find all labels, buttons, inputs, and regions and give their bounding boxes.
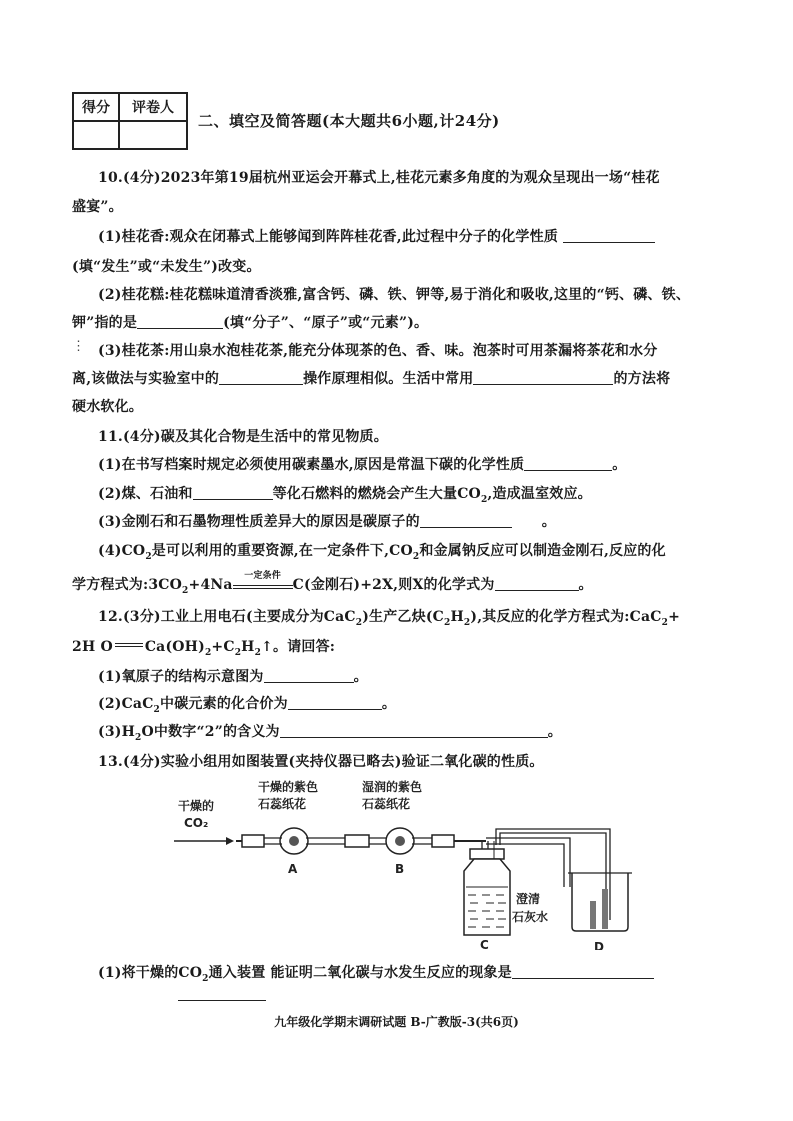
q11-part3-text: (3)金刚石和石墨物理性质差异大的原因是碳原子的 — [98, 514, 420, 530]
q10-part2b — [72, 312, 428, 332]
q11-part4b: 学方程式为$:3CO_2+4Na$ 一定条件 C(金刚石)+2X,则X的化学式为 。 — [72, 574, 593, 596]
q11-part4: $(4)CO_2$是可以利用的重要资源,在一定条件下$,CO_2$和金属钠反应可以制造金刚石,反应的化 — [98, 543, 666, 562]
q10-part3b — [72, 368, 670, 388]
q11-answer1-blank[interactable] — [524, 456, 612, 471]
q11-part2-tail: ,造成温室效应。 — [487, 486, 592, 502]
q11-answer2-blank[interactable] — [193, 485, 273, 500]
q13-intro: 13.(4分)实验小组用如图装置(夹持仪器已略去)验证二氧化碳的性质。 — [98, 754, 544, 770]
q10-part2b-pre: 钾”指的是 — [72, 315, 138, 331]
q12-line2-mid2: +C — [211, 639, 235, 655]
grader-header: 评卷人 — [119, 93, 187, 121]
q13-answer1-blank-cont[interactable] — [178, 986, 266, 1001]
q11-intro: 11.(4分)碳及其化合物是生活中的常见物质。 — [98, 429, 388, 445]
q11-part2-pre: (2)煤、石油和 — [98, 486, 193, 502]
apparatus-diagram — [170, 775, 640, 950]
q10-part3b-pre: 离,该做法与实验室中的 — [72, 371, 220, 387]
q10-part3c: 硬水软化。 — [72, 399, 143, 415]
q12-part3: $(3)H_2O$中数字“2”的含义为 。 — [98, 724, 562, 743]
q11-answer3-blank[interactable] — [420, 513, 512, 528]
q11-part4-post: 是可以利用的重要资源,在一定条件下,CO — [151, 543, 413, 559]
score-cell[interactable] — [73, 121, 119, 149]
q12-answer2-blank[interactable] — [288, 695, 382, 710]
q10-part1 — [98, 226, 655, 246]
q11-part4-pre: (4)CO — [98, 543, 146, 559]
q10-part3b-post: 的方法将 — [613, 371, 671, 387]
label-c: C — [480, 938, 489, 950]
q11-part2-post: 等化石燃料的燃烧会产生大量CO — [272, 486, 481, 502]
q12-line1: 12.(3分)工业上用电石(主要成分为CaC$_2$)生产乙炔$(C_2H_2)$,其反应的化学方程式为:CaC$_2$+ — [98, 609, 681, 628]
q12-part1 — [98, 666, 368, 686]
bottle-c — [464, 859, 510, 935]
bulb-a-label-2: 石蕊纸花 — [258, 797, 307, 811]
candle-low — [590, 901, 596, 929]
dry-litmus-flower — [289, 836, 299, 846]
q11-part4-tail: 和金属钠反应可以制造金刚石,反应的化 — [419, 543, 666, 559]
margin-mark: ⋮ — [72, 339, 85, 354]
limewater-label-2: 石灰水 — [512, 910, 549, 924]
q12-line1-pre: 12.(3分)工业上用电石(主要成分为CaC — [98, 609, 356, 625]
q10-answer1-blank[interactable] — [563, 228, 655, 243]
q11-part1-text: (1)在书写档案时规定必须使用碳素墨水,原因是常温下碳的化学性质 — [98, 457, 525, 473]
q12-line2: 2H O $Ca(OH)_2+C_2H_2↑$。请回答: — [72, 639, 336, 658]
q12-line2-mid3: H — [241, 639, 255, 655]
q11-part4b-post: C(金刚石)+2X,则X的化学式为 — [292, 577, 495, 593]
q13-part1-pre: (1)将干燥的CO — [98, 965, 203, 981]
bulb-b-label-1: 湿润的紫色 — [362, 780, 423, 794]
q10-answer2-blank[interactable] — [137, 314, 223, 329]
grader-cell[interactable] — [119, 121, 187, 149]
q10-part3b-mid: 操作原理相似。生活中常用 — [303, 371, 474, 387]
connector-b-right — [432, 835, 454, 847]
q11-part4b-pre: 学方程式为:3CO — [72, 577, 183, 593]
q12-line1-tail: + — [668, 609, 681, 625]
q12-line1-post: ),其反应的化学方程式为:CaC — [470, 609, 662, 625]
score-table — [72, 92, 188, 150]
q13-part1-post: 通入装置 能证明二氧化碳与水发生反应的现象是 — [208, 965, 512, 981]
q11-part2: (2)煤、石油和 等化石燃料的燃烧会产生大量$CO_2$,造成温室效应。 — [98, 486, 592, 505]
label-a: A — [288, 862, 298, 876]
q11-part4b-mid: +4Na — [188, 577, 233, 593]
q12-part3-pre: (3)H — [98, 724, 136, 740]
dry-co2-label-1: 干燥的 — [178, 799, 215, 813]
q12-part3-period: 。 — [547, 724, 562, 740]
reaction-condition: 一定条件 — [244, 571, 282, 581]
q10-line1: 10.(4分)2023年第19届杭州亚运会开幕式上,桂花元素多角度的为观众呈现出一场“桂花 — [98, 170, 660, 186]
q12-line2-mid: Ca(OH) — [144, 639, 205, 655]
connector-a-left — [242, 835, 264, 847]
q12-part3-post: O中数字“2”的含义为 — [141, 724, 280, 740]
reaction-condition-arrow — [233, 571, 293, 589]
q10-part1-text: (1)桂花香:观众在闭幕式上能够闻到阵阵桂花香,此过程中分子的化学性质 — [98, 229, 559, 245]
page-footer: 九年级化学期末调研试题 B-广教版-3(共6页) — [274, 1015, 519, 1029]
q10-part3: (3)桂花茶:用山泉水泡桂花茶,能充分体现茶的色、香、味。泡茶时可用茶漏将茶花和水分 — [98, 343, 658, 359]
q12-part1-period: 。 — [353, 669, 368, 685]
q10-answer3-blank[interactable] — [219, 370, 303, 385]
stopper-c — [470, 849, 504, 859]
q12-line2-post: ↑。请回答: — [261, 639, 336, 655]
q12-part2-post: 中碳元素的化合价为 — [160, 696, 288, 712]
q10-part1b: (填“发生”或“未发生”)改变。 — [72, 259, 261, 275]
q10-line2: 盛宴”。 — [72, 199, 123, 215]
q10-part2: (2)桂花糕:桂花糕味道清香淡雅,富含钙、磷、铁、钾等,易于消化和吸收,这里的“钙、磷、铁、 — [98, 287, 691, 303]
q12-part2-pre: (2)CaC — [98, 696, 154, 712]
q12-part2: (2)CaC$_2$中碳元素的化合价为 。 — [98, 696, 397, 715]
q12-line1-mid2: H — [450, 609, 464, 625]
candle-high — [602, 889, 608, 929]
score-header: 得分 — [73, 93, 119, 121]
limewater-label-1: 澄清 — [516, 892, 541, 906]
q11-part4b-period: 。 — [578, 577, 593, 593]
q12-part2-period: 。 — [381, 696, 397, 712]
q13-part1: (1)将干燥的$CO_2$通入装置 能证明二氧化碳与水发生反应的现象是 — [98, 962, 654, 984]
q12-answer3-blank[interactable] — [280, 723, 548, 738]
q10-part2b-post: (填“分子”、“原子”或“元素”)。 — [223, 315, 429, 331]
label-b: B — [395, 862, 405, 876]
wet-litmus-flower — [395, 836, 405, 846]
beaker-d — [572, 873, 628, 931]
bulb-a-label-1: 干燥的紫色 — [258, 780, 319, 794]
q11-part3 — [98, 511, 556, 531]
q12-line1-mid: )生产乙炔(C — [362, 609, 444, 625]
q10-answer4-blank[interactable] — [473, 370, 613, 385]
q13-answer1-blank[interactable] — [512, 964, 654, 979]
q11-part3-period: 。 — [541, 514, 556, 530]
q11-part1-period: 。 — [612, 457, 627, 473]
bulb-b-label-2: 石蕊纸花 — [362, 797, 411, 811]
connector-a-b — [345, 835, 369, 847]
q12-answer1-blank[interactable] — [264, 668, 354, 683]
q12-part1-text: (1)氧原子的结构示意图为 — [98, 669, 264, 685]
dry-co2-label-2: CO₂ — [184, 816, 209, 830]
q11-part1 — [98, 454, 626, 474]
q11-answer4-blank[interactable] — [495, 576, 579, 591]
q12-line2-pre: 2H O — [72, 639, 113, 655]
label-d: D — [594, 940, 604, 950]
section-title: 二、填空及简答题(本大题共6小题,计24分) — [198, 112, 500, 130]
